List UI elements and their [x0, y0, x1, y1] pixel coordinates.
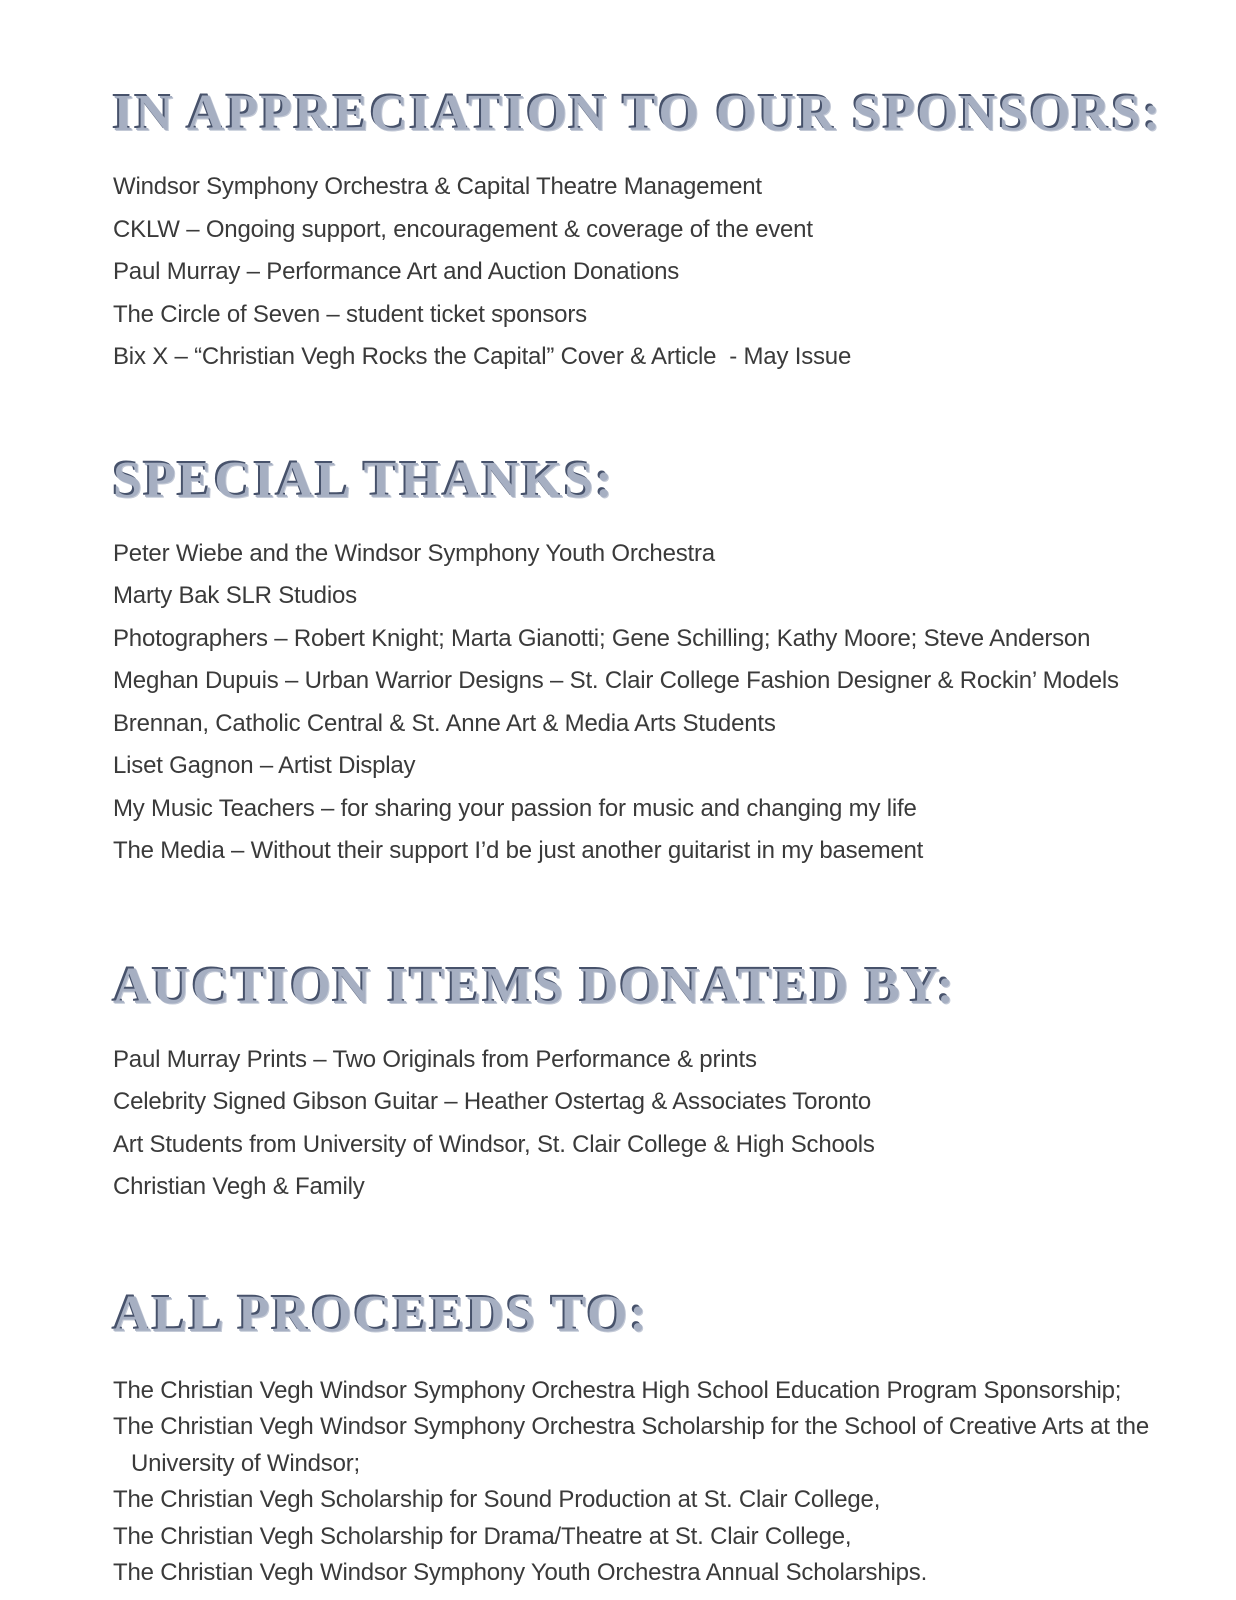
list-item: Photographers – Robert Knight; Marta Gianotti; Gene Schilling; Kathy Moore; Steve Anderson [113, 624, 1091, 652]
section-list [113, 1039, 1180, 1209]
list-item: Brennan, Catholic Central & St. Anne Art & Media Arts Students [113, 709, 776, 737]
list-item: Celebrity Signed Gibson Guitar – Heather Ostertag & Associates Toronto [113, 1088, 871, 1115]
section-heading: SPECIAL THANKS: [113, 451, 615, 509]
section-heading: ALL PROCEEDS TO: [113, 1285, 649, 1343]
list-item: Christian Vegh & Family [113, 1173, 365, 1200]
list-item: The Christian Vegh Windsor Symphony Orchestra Scholarship for the School of Creative Arts at the [113, 1413, 1149, 1441]
list-item: The Christian Vegh Scholarship for Drama/Theatre at St. Clair College, [113, 1522, 852, 1550]
list-item: University of Windsor; [131, 1449, 360, 1477]
list-item: The Christian Vegh Windsor Symphony Orchestra High School Education Program Sponsorship; [113, 1376, 1122, 1404]
list-item: The Christian Vegh Scholarship for Sound Production at St. Clair College, [113, 1486, 881, 1514]
section-list [113, 533, 1180, 873]
list-item: Art Students from University of Windsor, St. Clair College & High Schools [113, 1130, 875, 1158]
list-item: My Music Teachers – for sharing your passion for music and changing my life [113, 794, 917, 822]
list-item: Peter Wiebe and the Windsor Symphony Youth Orchestra [113, 539, 715, 567]
list-item: Meghan Dupuis – Urban Warrior Designs – St. Clair College Fashion Designer & Rockin’ Models [113, 667, 1119, 694]
list-item: Liset Gagnon – Artist Display [113, 752, 416, 779]
list-item: Paul Murray – Performance Art and Auction Donations [113, 258, 680, 285]
list-item: CKLW – Ongoing support, encouragement & coverage of the event [113, 215, 813, 243]
list-item: The Circle of Seven – student ticket sponsors [113, 300, 587, 328]
section-heading: IN APPRECIATION TO OUR SPONSORS: [113, 85, 1163, 142]
acknowledgment-section [113, 85, 1180, 379]
list-item: The Media – Without their support I’d be just another guitarist in my basement [113, 837, 924, 864]
list-item: Marty Bak SLR Studios [113, 582, 357, 609]
acknowledgment-section [113, 451, 1180, 873]
acknowledgment-section [113, 1285, 1180, 1593]
section-list [113, 166, 1180, 379]
section-list [113, 1373, 1180, 1593]
list-item: Bix X – “Christian Vegh Rocks the Capital” Cover & Article - May Issue [113, 343, 852, 370]
acknowledgment-section [113, 957, 1180, 1209]
section-heading: AUCTION ITEMS DONATED BY: [113, 957, 957, 1015]
list-item: Paul Murray Prints – Two Originals from Performance & prints [113, 1045, 757, 1073]
list-item: Windsor Symphony Orchestra & Capital Theatre Management [113, 173, 762, 200]
list-item: The Christian Vegh Windsor Symphony Youth Orchestra Annual Scholarships. [113, 1559, 928, 1587]
